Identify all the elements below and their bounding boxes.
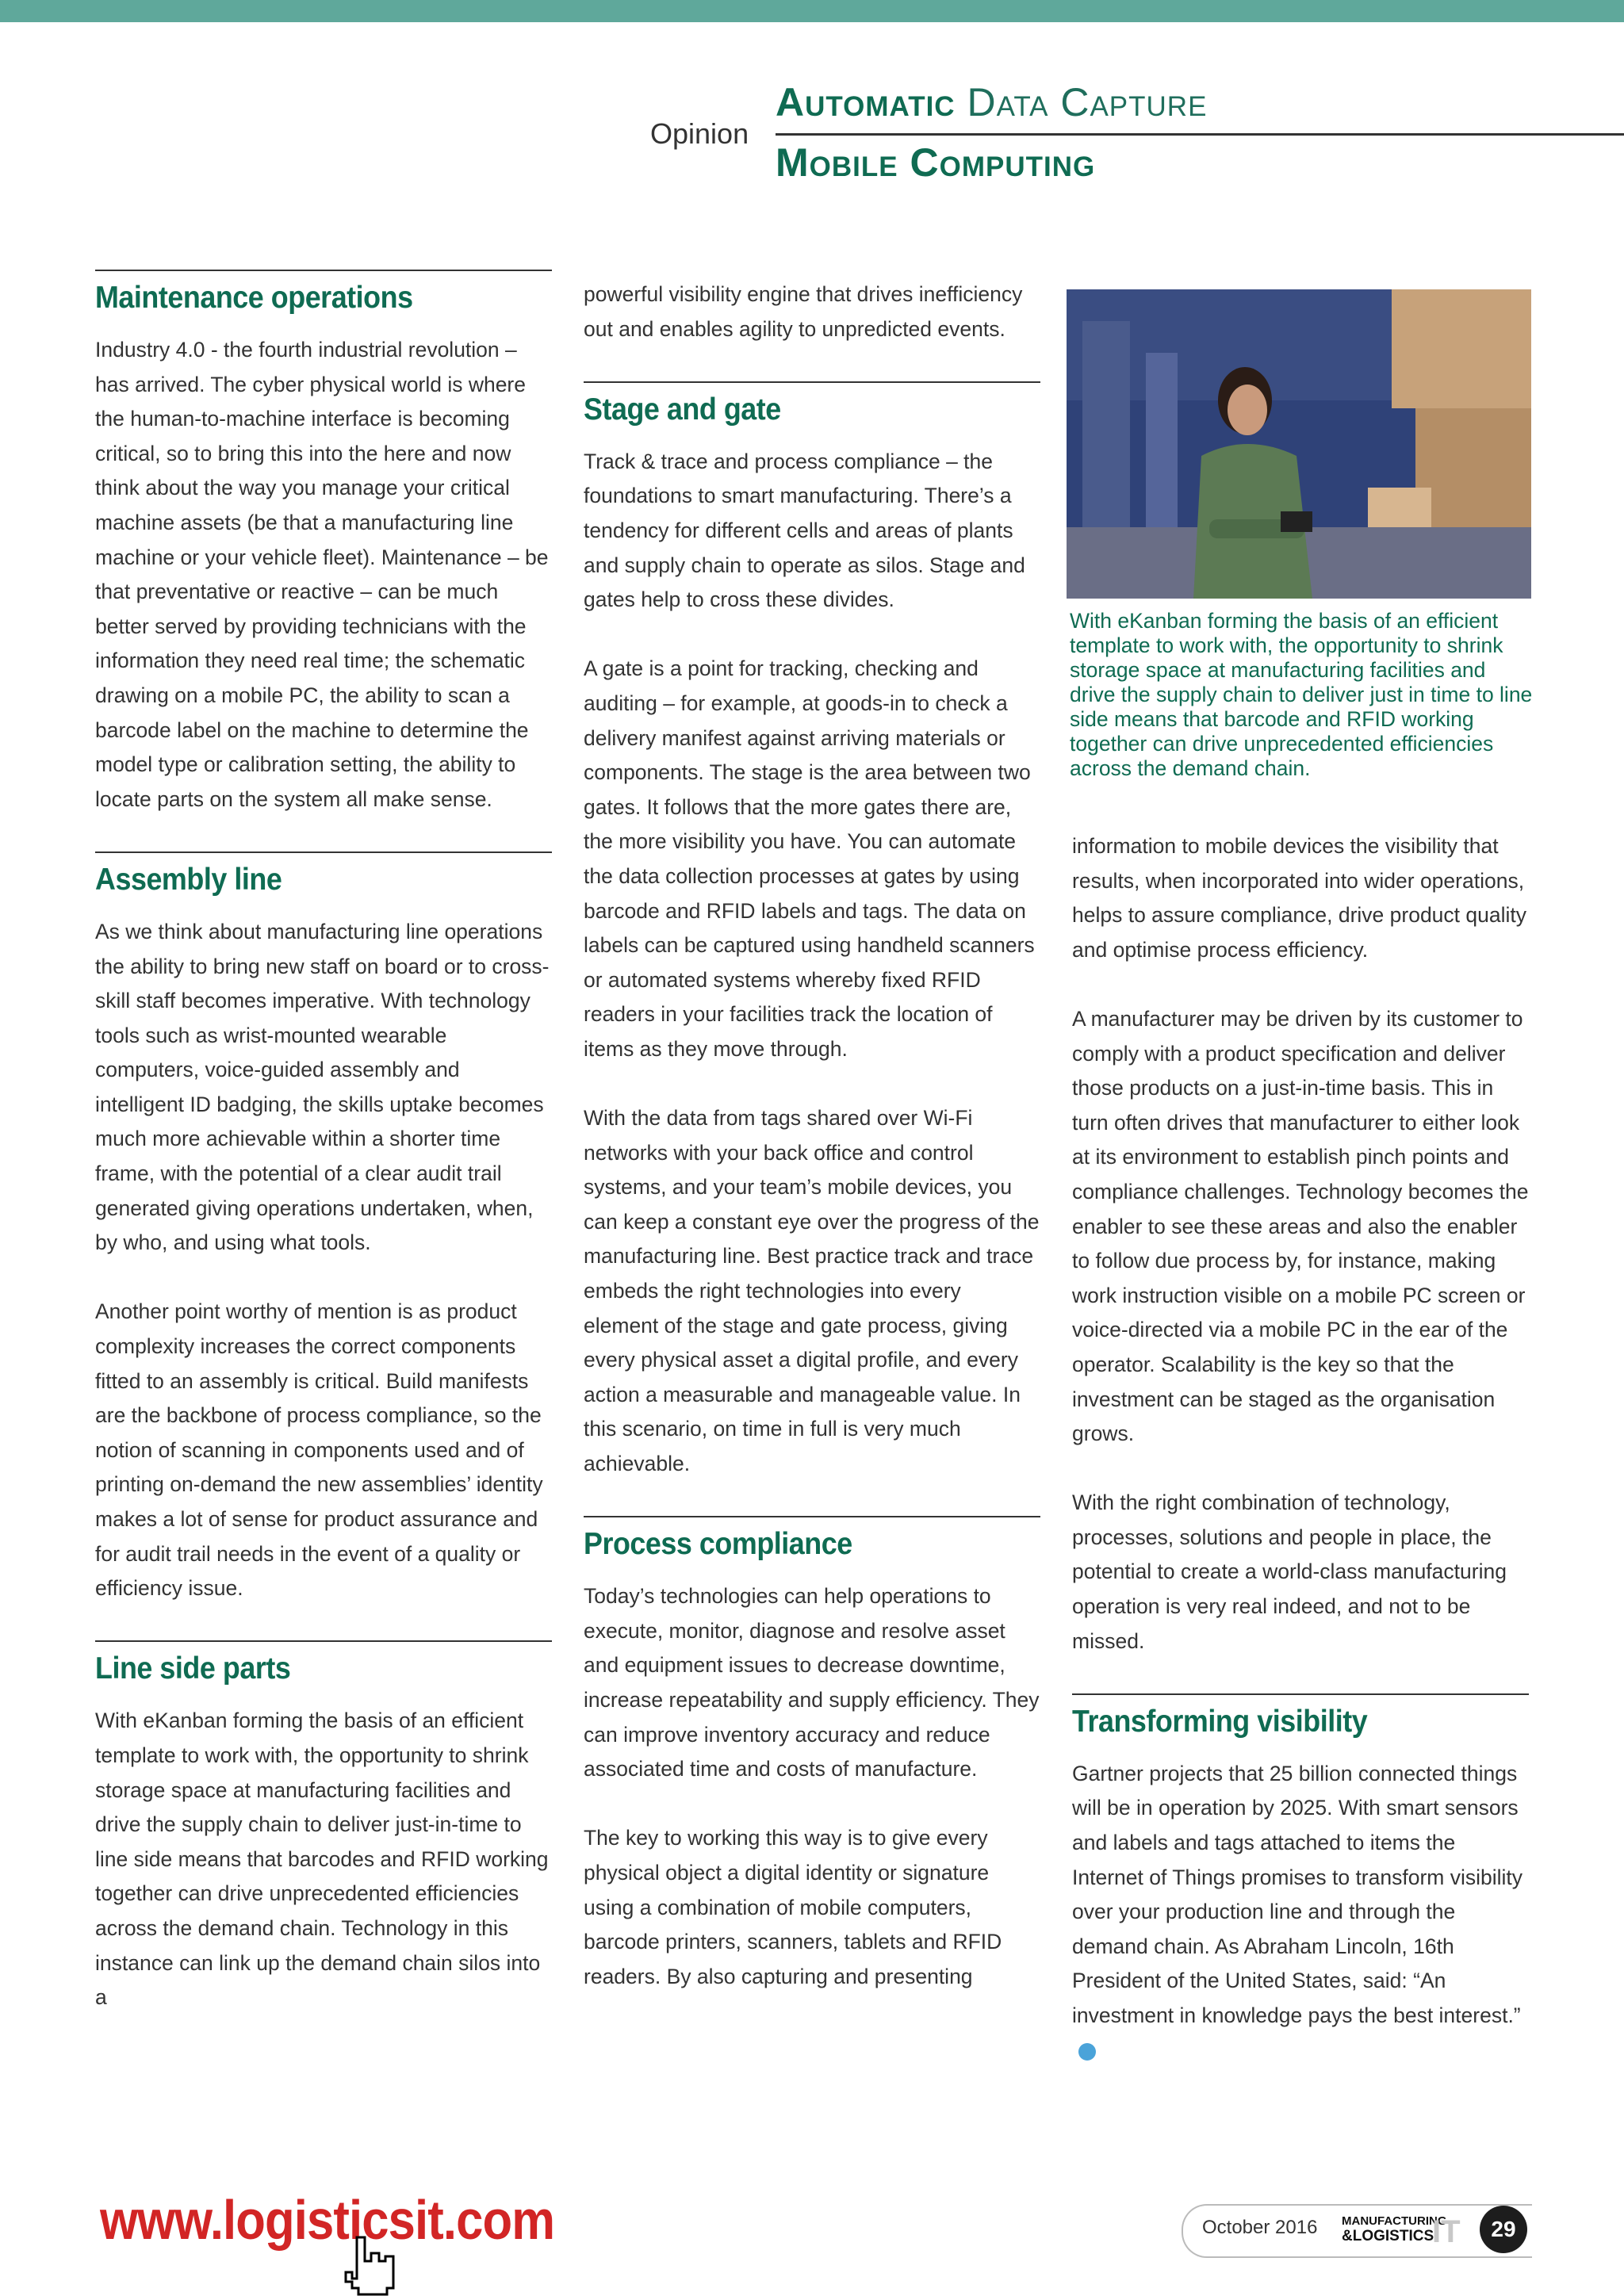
page-number: 29 — [1480, 2206, 1527, 2253]
paragraph-col3-continuation: information to mobile devices the visibility that results, when incorporated into wider operations, helps to assure compliance, drive product quality and optimise process efficiency. — [1072, 834, 1526, 962]
paragraph-stage-1: Track & trace and process compliance – the foundations to smart manufacturing. There’s a tendency for different cells and areas of plants and supply chain to operate as silos. Stage and gates help to cross these divides. — [584, 449, 1025, 612]
column-2 — [584, 277, 1040, 1994]
paragraph-process-1: Today’s technologies can help operations to execute, monitor, diagnose and resolve asset and equipment issues to decrease downtime, increase repeatability and supply efficiency. They can improve inventory accuracy and reduce associated time and costs of manufacture. — [584, 1584, 1040, 1781]
photo-caption: With eKanban forming the basis of an efficient template to work with, the opportunity to shrink storage space at manufacturing facilities and drive the supply chain to deliver just in time to line side means that barcode and RFID working together can drive unprecedented efficiencies across the demand chain. — [1070, 609, 1533, 780]
heading-lineside: Line side parts — [95, 1651, 291, 1686]
section-title-light: Data Capture — [967, 80, 1208, 124]
paragraph-assembly-2: Another point worthy of mention is as product complexity increases the correct components fitted to an assembly is critical. Build manifests are the backbone of process compliance, so the notion of scanning in components used and of printing on-demand the new assemblies’ identity makes a lot of sense for product assurance and for audit trail needs in the event of a quality or efficiency issue. — [95, 1299, 543, 1601]
magazine-logo — [1339, 2207, 1465, 2252]
paragraph-intro: powerful visibility engine that drives inefficiency out and enables agility to unpredicted events. — [584, 282, 1023, 341]
warehouse-illustration — [1067, 289, 1531, 599]
section-title-bold: Automatic — [776, 80, 956, 124]
paragraph-lineside: With eKanban forming the basis of an efficient template to work with, the opportunity to shrink storage space at manufacturing facilities and drive the supply chain to deliver just-in-time to line side means that barcodes and RFID working together can drive unprecedented efficiencies across the demand chain. Technology in this instance can link up the demand chain silos into a — [95, 1709, 549, 2010]
heading-rule — [95, 851, 552, 853]
heading-rule — [584, 1516, 1040, 1517]
logo-bottom-text: &LOGISTICS — [1342, 2228, 1434, 2244]
heading-transform: Transforming visibility — [1072, 1704, 1368, 1739]
paragraph-stage-3: With the data from tags shared over Wi-Fi networks with your back office and control systems, and your team’s mobile devices, you can keep a constant eye over the progress of the manufacturing line. Best practice track and trace embeds the right technologies into every element of the stage and gate process, giving every physical asset a digital profile, and every action a measurable and manageable value. In this scenario, on time in full is very much achievable. — [584, 1106, 1040, 1475]
section-label: Opinion — [650, 117, 749, 150]
heading-rule — [95, 270, 552, 271]
paragraph-transform — [1072, 1757, 1529, 2068]
logo-it-text: IT — [1432, 2214, 1461, 2249]
section-title-line1 — [776, 79, 1207, 125]
heading-rule — [95, 1640, 552, 1642]
paragraph-process-2: The key to working this way is to give every physical object a digital identity or signature using a combination of mobile computers, barcode printers, scanners, tablets and RFID readers. By also capturing and presenting — [584, 1826, 1002, 1988]
paragraph-manufacturer: A manufacturer may be driven by its customer to comply with a product specification and deliver those products on a just-in-time basis. This in turn often drives that manufacturer to either look at its environment to establish pinch points and compliance challenges. Technology becomes the enabler to see these areas and also the enabler to follow due process by, for instance, making work instruction visible on a mobile PC screen or voice-directed via a mobile PC in the ear of the operator. Scalability is the key so that the investment can be staged as the organisation grows. — [1072, 1006, 1529, 1446]
website-link[interactable]: www.logisticsit.com — [100, 2189, 555, 2251]
heading-rule — [1072, 1693, 1529, 1695]
logo-top-text: MANUFACTURING — [1342, 2214, 1447, 2228]
warehouse-photo — [1067, 289, 1531, 599]
heading-rule — [584, 381, 1040, 383]
paragraph-maintenance: Industry 4.0 - the fourth industrial revolution – has arrived. The cyber physical world is where the human-to-machine interface is becoming critical, so to bring this into the here and now think about the way you manage your critical machine assets (be that a manufacturing line machine or your vehicle fleet). Maintenance – be that preventative or reactive – can be much better served by providing technicians with the information they need real time; the schematic drawing on a mobile PC, the ability to scan a barcode label on the machine to determine the model type or calibration setting, the ability to locate parts on the system all make sense. — [95, 338, 549, 811]
hand-cursor-icon — [331, 2234, 403, 2296]
heading-stage: Stage and gate — [584, 392, 781, 427]
title-rule — [776, 133, 1624, 136]
top-color-bar — [0, 0, 1624, 22]
heading-maintenance: Maintenance operations — [95, 281, 413, 315]
heading-assembly: Assembly line — [95, 862, 282, 897]
paragraph-transform-text: Gartner projects that 25 billion connected things will be in operation by 2025. With smart sensors and labels and tags attached to items the Internet of Things promises to transform visibility over your production line and through the demand chain. As Abraham Lincoln, 16th President of the United States, said: “An investment in knowledge pays the best interest.” — [1072, 1761, 1523, 2027]
issue-date: October 2016 — [1202, 2217, 1318, 2238]
column-1 — [95, 270, 552, 2015]
paragraph-stage-2: A gate is a point for tracking, checking and auditing – for example, at goods-in to check a delivery manifest against arriving materials or components. The stage is the area between two gates. It follows that the more gates there are, the more visibility you have. You can automate the data collection processes at gates by using barcode and RFID labels and tags. The data on labels can be captured using handheld scanners or automated systems whereby fixed RFID readers in your facilities track the location of items as they move through. — [584, 656, 1035, 1061]
heading-process: Process compliance — [584, 1527, 852, 1562]
end-of-article-icon — [1078, 2043, 1096, 2061]
paragraph-assembly-1: As we think about manufacturing line operations the ability to bring new staff on board or to cross-skill staff becomes imperative. With technology tools such as wrist-mounted wearable computers, voice-guided assembly and intelligent ID badging, the skills uptake becomes much more achievable within a shorter time frame, with the potential of a clear audit trail generated giving operations undertaken, when, by who, and using what tools. — [95, 919, 550, 1255]
column-3 — [1072, 829, 1529, 2068]
section-title-line2: Mobile Computing — [776, 140, 1096, 185]
paragraph-right-combination: With the right combination of technology, processes, solutions and people in place, the potential to create a world-class manufacturing operation is very real indeed, and not to be missed. — [1072, 1490, 1507, 1653]
